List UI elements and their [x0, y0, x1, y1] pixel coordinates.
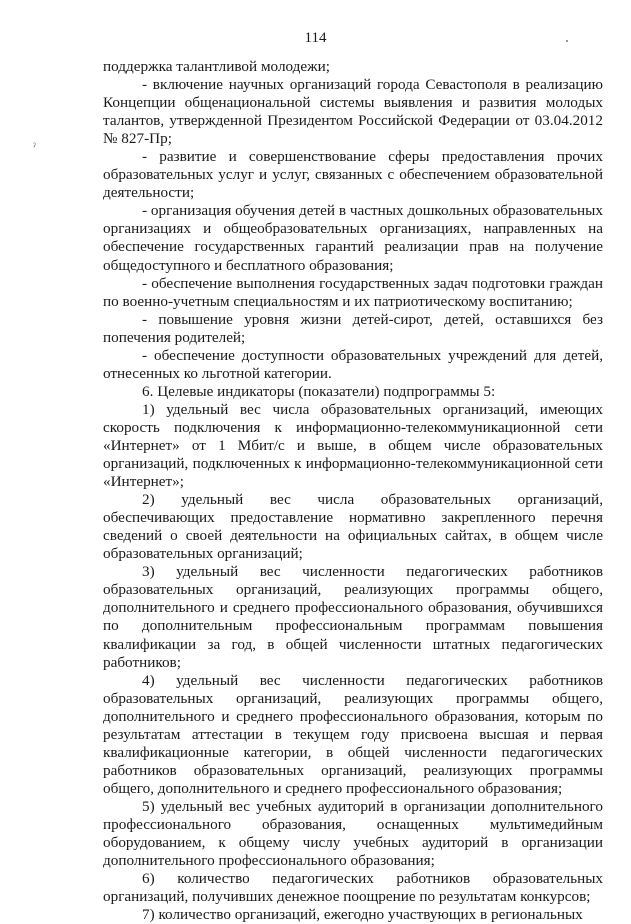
indicator-item: 7) количество организаций, ежегодно участвующих в региональных [142, 906, 583, 924]
indicator-item: 6) количество педагогических работников образовательных организаций, получивших денежное поощрение по результатам конкурсов; [103, 870, 603, 906]
margin-mark: ˀ [33, 141, 36, 153]
scan-speck [566, 40, 568, 42]
indicator-item: 2) удельный вес числа образовательных организаций, обеспечивающих предоставление нормативно закрепленного перечня сведений о своей деятельности на официальных сайтах, в общем числе образовательных организаций; [103, 491, 603, 563]
paragraph: - организация обучения детей в частных дошкольных образовательных организациях и общеобразовательных организациях, направленных на обеспечение государственных гарантий реализации прав на получение общедоступного и бесплатного образования; [103, 202, 603, 274]
document-body [103, 58, 603, 924]
paragraph: - обеспечение выполнения государственных задач подготовки граждан по военно-учетным специальностям и их патриотическому воспитанию; [103, 274, 603, 310]
indicator-item: 4) удельный вес численности педагогических работников образовательных организаций, реализующих программы общего, дополнительного и среднего профессионального образования, которым по результатам аттестации в текущем году присвоена высшая и первая квалификационные категории, в общей численности педагогических работников образовательных организаций, реализующих программы общего, дополнительного и среднего профессионального образования; [103, 671, 603, 797]
page-number: 114 [304, 30, 327, 46]
paragraph: поддержка талантливой молодежи; [103, 58, 330, 75]
indicator-item: 5) удельный вес учебных аудиторий в организации дополнительного профессионального образования, оснащенных мультимедийным оборудованием, к общему числу учебных аудиторий в организации дополнительного профессионального образования; [103, 797, 603, 870]
paragraph: - развитие и совершенствование сферы предоставления прочих образовательных услуг и услуг, связанных с обеспечением образовательной деятельности; [103, 148, 603, 202]
paragraph: - включение научных организаций города Севастополя в реализацию Концепции общенациональной системы выявления и развития молодых талантов, утвержденной Президентом Российской Федерации от 03.04.2012 № 827-Пр; [103, 76, 603, 148]
paragraph: - обеспечение доступности образовательных учреждений для детей, отнесенных ко льготной категории. [103, 346, 603, 382]
indicator-item: 3) удельный вес численности педагогических работников образовательных организаций, реализующих программы общего, дополнительного и среднего профессионального образования, обучившихся по дополнительным профессиональным программам повышения квалификации за год, в общей численности штатных педагогических работников; [103, 563, 603, 671]
paragraph: - повышение уровня жизни детей-сирот, детей, оставшихся без попечения родителей; [103, 310, 603, 346]
indicator-item: 1) удельный вес числа образовательных организаций, имеющих скорость подключения к информационно-телекоммуникационной сети «Интернет» от 1 Мбит/с и выше, в общем числе образовательных организаций, подключенных к информационно-телекоммуникационной сети «Интернет»; [103, 400, 603, 491]
section-heading: 6. Целевые индикаторы (показатели) подпрограммы 5: [142, 382, 496, 400]
